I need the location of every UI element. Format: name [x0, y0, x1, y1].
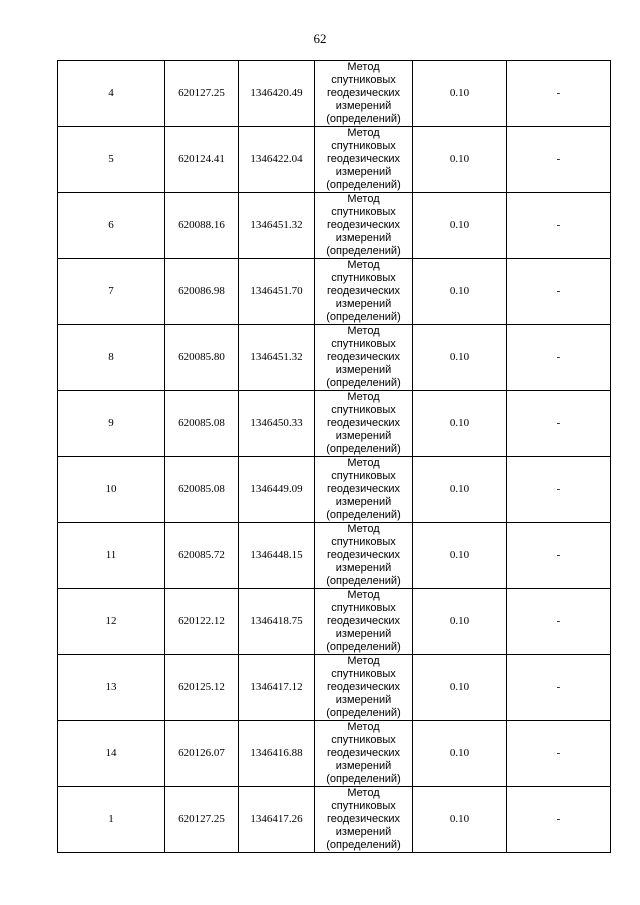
y-coordinate-cell: 1346451.32	[239, 325, 315, 391]
point-number-cell: 14	[58, 721, 165, 787]
point-number-cell: 10	[58, 457, 165, 523]
extra-cell: -	[507, 589, 611, 655]
table-row	[58, 589, 611, 655]
x-coordinate-cell: 620085.08	[165, 391, 239, 457]
y-coordinate-cell: 1346416.88	[239, 721, 315, 787]
method-text-line: геодезических	[326, 549, 401, 561]
method-text-line: (определений)	[326, 443, 401, 455]
coordinates-table	[57, 60, 611, 853]
method-text-line: спутниковых	[331, 272, 396, 284]
page-number: 62	[313, 31, 327, 46]
point-number-cell: 8	[58, 325, 165, 391]
y-coordinate-cell: 1346448.15	[239, 523, 315, 589]
x-coordinate-cell: 620125.12	[165, 655, 239, 721]
y-coordinate-cell: 1346420.49	[239, 61, 315, 127]
method-text-line: измерений	[335, 496, 392, 508]
accuracy-cell: 0.10	[413, 655, 507, 721]
x-coordinate-cell: 620127.25	[165, 61, 239, 127]
extra-cell: -	[507, 193, 611, 259]
point-number-cell: 5	[58, 127, 165, 193]
method-text-line: Метод	[347, 523, 380, 535]
method-cell	[315, 721, 413, 787]
method-cell	[315, 787, 413, 853]
method-text-line: Метод	[347, 127, 380, 139]
method-text-line: спутниковых	[331, 74, 396, 86]
y-coordinate-cell: 1346451.70	[239, 259, 315, 325]
accuracy-cell: 0.10	[413, 721, 507, 787]
method-cell	[315, 325, 413, 391]
accuracy-cell: 0.10	[413, 127, 507, 193]
method-text-line: (определений)	[326, 509, 401, 521]
table-row	[58, 523, 611, 589]
extra-cell: -	[507, 61, 611, 127]
method-text-line: (определений)	[326, 839, 401, 851]
extra-cell: -	[507, 523, 611, 589]
method-text-line: геодезических	[326, 153, 401, 165]
table-row	[58, 721, 611, 787]
accuracy-cell: 0.10	[413, 391, 507, 457]
extra-cell: -	[507, 787, 611, 853]
method-text-line: спутниковых	[331, 668, 396, 680]
accuracy-cell: 0.10	[413, 61, 507, 127]
method-cell	[315, 589, 413, 655]
table-row	[58, 193, 611, 259]
method-text-line: Метод	[347, 655, 380, 667]
table-row	[58, 787, 611, 853]
table-row	[58, 325, 611, 391]
method-text-line: спутниковых	[331, 734, 396, 746]
method-text-line: спутниковых	[331, 338, 396, 350]
y-coordinate-cell: 1346417.26	[239, 787, 315, 853]
accuracy-cell: 0.10	[413, 259, 507, 325]
method-text-line: измерений	[335, 760, 392, 772]
point-number-cell: 7	[58, 259, 165, 325]
method-text-line: спутниковых	[331, 206, 396, 218]
accuracy-cell: 0.10	[413, 457, 507, 523]
point-number-cell: 13	[58, 655, 165, 721]
method-text-line: Метод	[347, 589, 380, 601]
method-text-line: (определений)	[326, 179, 401, 191]
point-number-cell: 6	[58, 193, 165, 259]
method-text-line: геодезических	[326, 747, 401, 759]
method-text-line: измерений	[335, 628, 392, 640]
method-text-line: (определений)	[326, 773, 401, 785]
x-coordinate-cell: 620085.72	[165, 523, 239, 589]
x-coordinate-cell: 620085.08	[165, 457, 239, 523]
method-text-line: измерений	[335, 826, 392, 838]
method-cell	[315, 127, 413, 193]
method-text-line: (определений)	[326, 311, 401, 323]
method-text-line: измерений	[335, 298, 392, 310]
method-cell	[315, 655, 413, 721]
table-row	[58, 457, 611, 523]
x-coordinate-cell: 620124.41	[165, 127, 239, 193]
x-coordinate-cell: 620122.12	[165, 589, 239, 655]
method-text-line: геодезических	[326, 87, 401, 99]
method-text-line: измерений	[335, 694, 392, 706]
method-text-line: геодезических	[326, 681, 401, 693]
accuracy-cell: 0.10	[413, 589, 507, 655]
table-row	[58, 655, 611, 721]
extra-cell: -	[507, 655, 611, 721]
point-number-cell: 12	[58, 589, 165, 655]
extra-cell: -	[507, 721, 611, 787]
extra-cell: -	[507, 325, 611, 391]
method-text-line: Метод	[347, 457, 380, 469]
y-coordinate-cell: 1346418.75	[239, 589, 315, 655]
method-text-line: измерений	[335, 232, 392, 244]
method-text-line: измерений	[335, 562, 392, 574]
method-text-line: измерений	[335, 364, 392, 376]
method-text-line: (определений)	[326, 575, 401, 587]
extra-cell: -	[507, 391, 611, 457]
method-text-line: Метод	[347, 61, 380, 73]
method-text-line: геодезических	[326, 219, 401, 231]
accuracy-cell: 0.10	[413, 787, 507, 853]
y-coordinate-cell: 1346450.33	[239, 391, 315, 457]
method-text-line: геодезических	[326, 615, 401, 627]
point-number-cell: 9	[58, 391, 165, 457]
table-row	[58, 61, 611, 127]
method-text-line: геодезических	[326, 285, 401, 297]
method-text-line: спутниковых	[331, 536, 396, 548]
x-coordinate-cell: 620085.80	[165, 325, 239, 391]
y-coordinate-cell: 1346451.32	[239, 193, 315, 259]
method-text-line: геодезических	[326, 417, 401, 429]
method-cell	[315, 259, 413, 325]
point-number-cell: 4	[58, 61, 165, 127]
method-text-line: (определений)	[326, 245, 401, 257]
method-cell	[315, 61, 413, 127]
extra-cell: -	[507, 127, 611, 193]
method-text-line: спутниковых	[331, 470, 396, 482]
table-row	[58, 127, 611, 193]
method-text-line: Метод	[347, 721, 380, 733]
table-row	[58, 391, 611, 457]
method-text-line: Метод	[347, 325, 380, 337]
method-text-line: спутниковых	[331, 800, 396, 812]
point-number-cell: 1	[58, 787, 165, 853]
method-text-line: измерений	[335, 100, 392, 112]
extra-cell: -	[507, 259, 611, 325]
method-text-line: Метод	[347, 787, 380, 799]
method-text-line: (определений)	[326, 707, 401, 719]
y-coordinate-cell: 1346422.04	[239, 127, 315, 193]
accuracy-cell: 0.10	[413, 193, 507, 259]
method-text-line: спутниковых	[331, 140, 396, 152]
y-coordinate-cell: 1346417.12	[239, 655, 315, 721]
method-text-line: измерений	[335, 166, 392, 178]
method-text-line: Метод	[347, 193, 380, 205]
x-coordinate-cell: 620126.07	[165, 721, 239, 787]
method-cell	[315, 391, 413, 457]
method-text-line: спутниковых	[331, 404, 396, 416]
method-text-line: измерений	[335, 430, 392, 442]
extra-cell: -	[507, 457, 611, 523]
x-coordinate-cell: 620088.16	[165, 193, 239, 259]
coordinates-table-body	[58, 61, 611, 853]
method-text-line: Метод	[347, 391, 380, 403]
method-text-line: геодезических	[326, 483, 401, 495]
table-row	[58, 259, 611, 325]
x-coordinate-cell: 620127.25	[165, 787, 239, 853]
x-coordinate-cell: 620086.98	[165, 259, 239, 325]
method-text-line: (определений)	[326, 113, 401, 125]
method-cell	[315, 523, 413, 589]
method-cell	[315, 193, 413, 259]
method-text-line: геодезических	[326, 351, 401, 363]
accuracy-cell: 0.10	[413, 325, 507, 391]
method-text-line: (определений)	[326, 641, 401, 653]
method-text-line: спутниковых	[331, 602, 396, 614]
point-number-cell: 11	[58, 523, 165, 589]
method-cell	[315, 457, 413, 523]
method-text-line: геодезических	[326, 813, 401, 825]
y-coordinate-cell: 1346449.09	[239, 457, 315, 523]
method-text-line: Метод	[347, 259, 380, 271]
method-text-line: (определений)	[326, 377, 401, 389]
accuracy-cell: 0.10	[413, 523, 507, 589]
